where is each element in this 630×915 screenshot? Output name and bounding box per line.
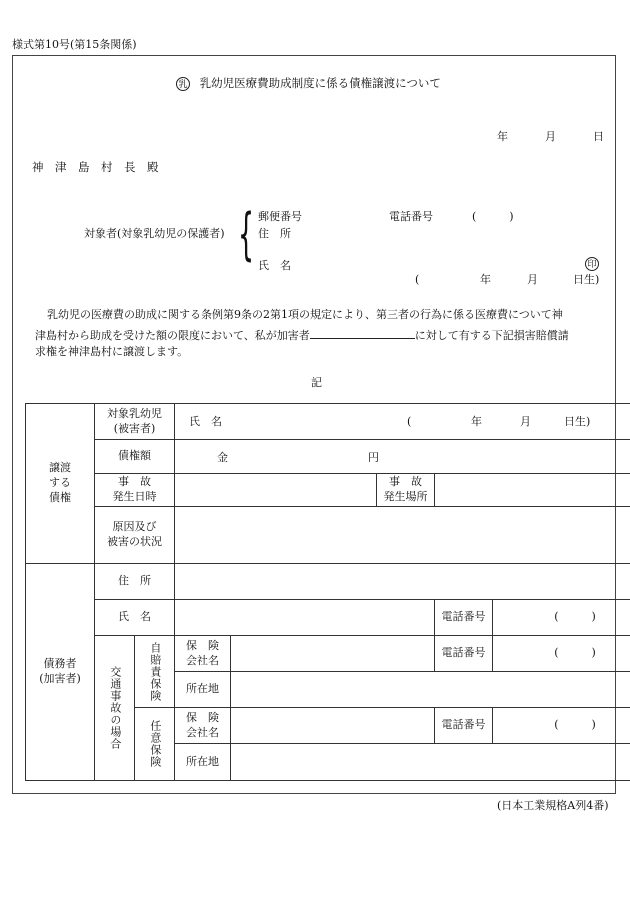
accident-datetime-field[interactable]	[175, 474, 377, 507]
applicant-birth-year: 年	[480, 273, 491, 286]
body-line-2-pre: 津島村から助成を受けた額の限度において、私が加害者	[35, 329, 310, 342]
child-birth-year: 年	[471, 414, 482, 428]
voluntary-insurer-label: 保 険 会社名	[175, 708, 231, 744]
child-birth-day: 日生)	[564, 414, 591, 428]
compulsory-location-field[interactable]	[231, 672, 630, 708]
applicant-address-label: 住 所	[258, 227, 291, 240]
compulsory-insurance-label: 自賠責保険	[135, 636, 175, 708]
debtor-name-field[interactable]	[175, 600, 435, 636]
applicant-phone-label: 電話番号	[389, 210, 433, 223]
date-day: 日	[593, 130, 604, 143]
target-child-label: 対象乳幼児 (被害者)	[95, 404, 175, 440]
accident-place-label: 事 故 発生場所	[377, 474, 435, 507]
applicant-name-label: 氏 名	[258, 259, 291, 272]
claim-amount-field[interactable]	[175, 440, 630, 474]
en-label: 円	[368, 450, 379, 464]
debtor-phone-label: 電話番号	[435, 600, 493, 636]
child-name-label: 氏 名	[189, 414, 222, 428]
cause-label: 原因及び 被害の状況	[95, 507, 175, 564]
compulsory-insurer-label: 保 険 会社名	[175, 636, 231, 672]
cause-field[interactable]	[175, 507, 630, 564]
accident-place-field[interactable]	[435, 474, 630, 507]
seal-icon: 印	[585, 257, 599, 271]
title-stamp-icon: 乳	[176, 77, 190, 91]
postal-code-label: 郵便番号	[258, 210, 302, 223]
debtor-address-field[interactable]	[175, 564, 630, 600]
title-text: 乳幼児医療費助成制度に係る債権譲渡について	[199, 76, 441, 91]
claim-amount-label: 債権額	[95, 440, 175, 474]
transfer-claim-label: 譲渡 する 債権	[26, 404, 95, 564]
debtor-name-label: 氏 名	[95, 600, 175, 636]
date-year: 年	[497, 130, 508, 143]
applicant-phone-parens: ( )	[472, 210, 514, 223]
addressee: 神 津 島 村 長 殿	[32, 160, 159, 174]
voluntary-location-label: 所在地	[175, 744, 231, 781]
voluntary-phone-field[interactable]: ( )	[493, 708, 630, 744]
compulsory-insurer-field[interactable]	[231, 636, 435, 672]
applicant-brace: {	[238, 202, 255, 267]
applicant-birth-open: (	[415, 273, 420, 286]
voluntary-location-field[interactable]	[231, 744, 630, 781]
debtor-phone-field[interactable]: ( )	[493, 600, 630, 636]
debtor-address-label: 住 所	[95, 564, 175, 600]
body-line-2	[35, 328, 569, 341]
voluntary-phone-label: 電話番号	[435, 708, 493, 744]
voluntary-insurance-label: 任意保険	[135, 708, 175, 781]
traffic-accident-label: 交通事故の場合	[95, 636, 135, 781]
body-line-3: 求権を神津島村に譲渡します。	[35, 345, 189, 358]
body-line-2-post: に対して有する下記損害賠償請	[414, 329, 569, 342]
form-number: 様式第10号(第15条関係)	[12, 38, 137, 51]
applicant-birth-month: 月	[527, 273, 538, 286]
voluntary-insurer-field[interactable]	[231, 708, 435, 744]
form-title	[176, 77, 441, 91]
body-line-1: 乳幼児の医療費の助成に関する条例第9条の2第1項の規定により、第三者の行為に係る医療費について神	[47, 308, 563, 321]
compulsory-phone-field[interactable]: ( )	[493, 636, 630, 672]
kin-label: 金	[217, 450, 228, 464]
applicant-label: 対象者(対象乳幼児の保護者)	[84, 227, 225, 240]
child-birth-month: 月	[520, 414, 531, 428]
claim-table	[25, 403, 630, 781]
paper-size-note: (日本工業規格A列4番)	[497, 799, 609, 812]
offender-underline	[310, 328, 415, 339]
child-birth-open: (	[407, 414, 412, 428]
date-month: 月	[545, 130, 556, 143]
applicant-birth-day: 日生)	[573, 273, 600, 286]
compulsory-phone-label: 電話番号	[435, 636, 493, 672]
debtor-label: 債務者 (加害者)	[26, 564, 95, 781]
ki-heading: 記	[311, 376, 322, 389]
target-child-field[interactable]	[175, 404, 630, 440]
accident-datetime-label: 事 故 発生日時	[95, 474, 175, 507]
compulsory-location-label: 所在地	[175, 672, 231, 708]
